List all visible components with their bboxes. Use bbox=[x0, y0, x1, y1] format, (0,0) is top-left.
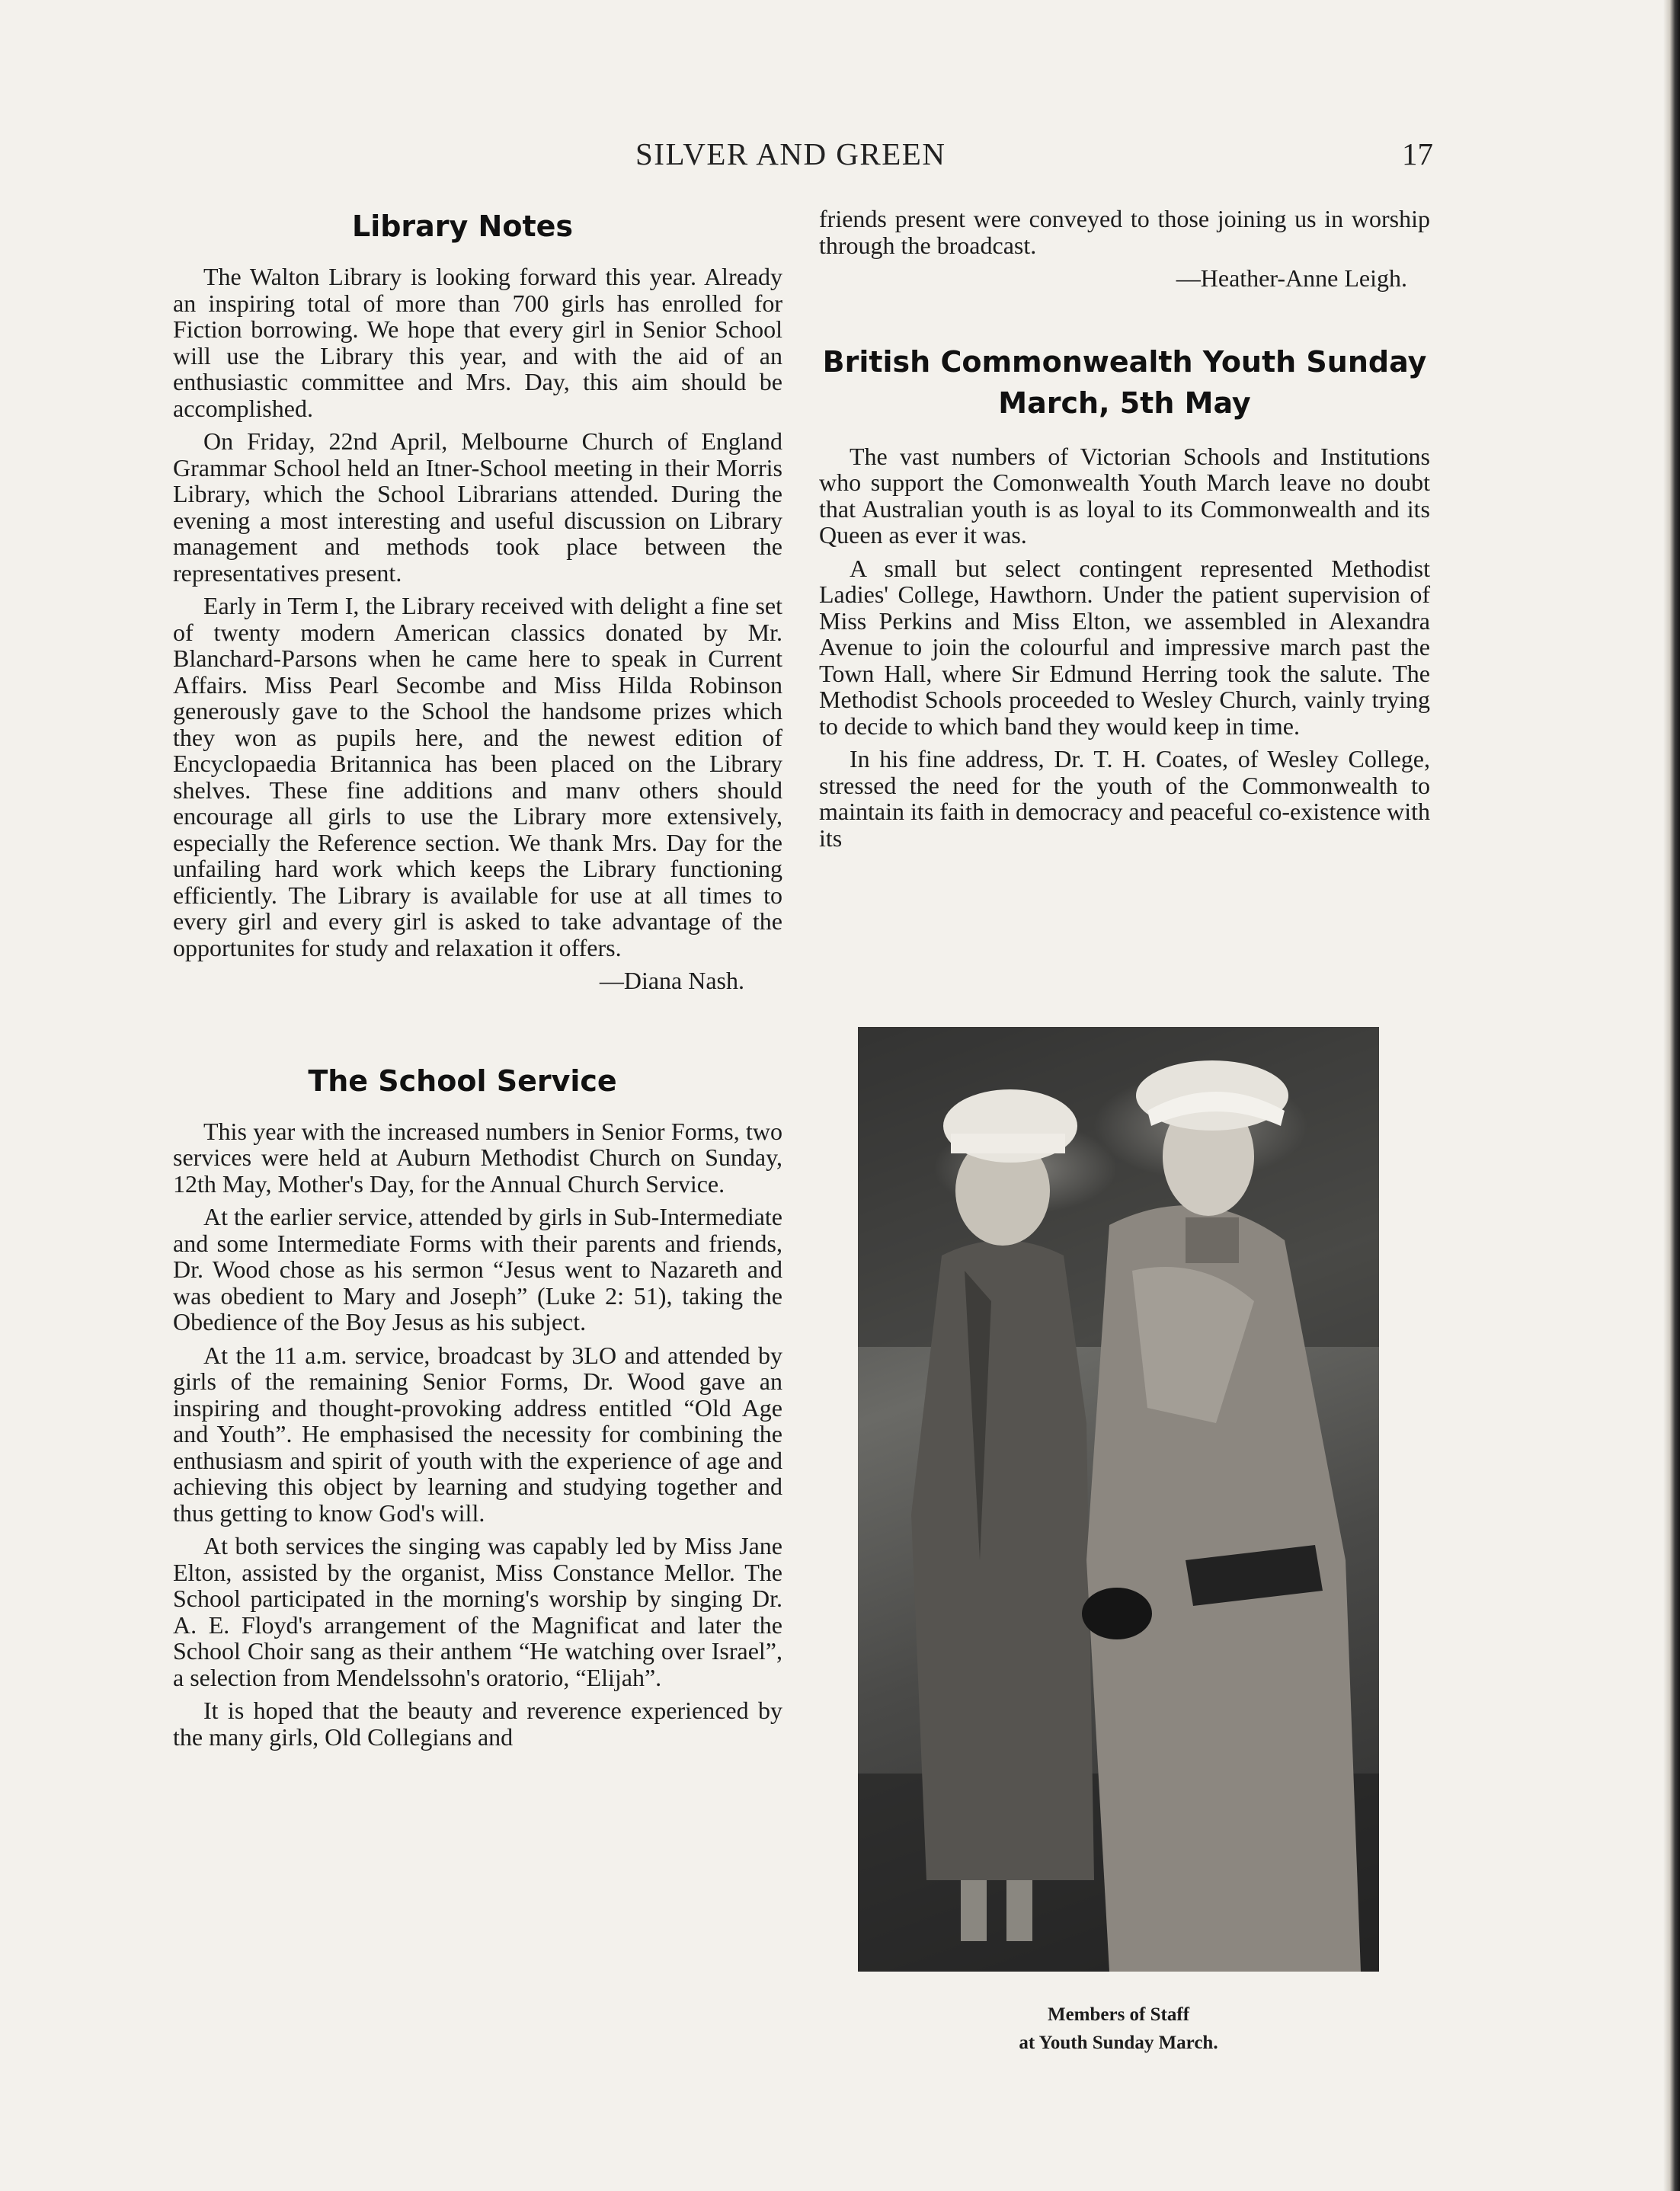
school-service-paragraph: This year with the increased numbers in Senior Forms, two services were held at Auburn Methodist Church on Sunday, 12th May, Mother's Day, for the Annual Church Service. bbox=[173, 1117, 782, 1198]
library-notes-paragraph: The Walton Library is looking forward this year. Already an inspiring total of more than 700 girls has enrolled for Fiction borrowing. We hope that every girl in Senior School will use the Library this year, and with the aid of an enthusiastic committee and Mrs. Day, this aim should be accomplished. bbox=[173, 263, 782, 422]
library-notes-signature: —Diana Nash. bbox=[599, 967, 744, 994]
library-notes-heading: Library Notes bbox=[351, 210, 574, 243]
staff-photo-illustration bbox=[858, 1027, 1379, 1972]
commonwealth-paragraph: A small but select contingent represented Methodist Ladies' College, Hawthorn. Under the patient supervision of Miss Perkins and Miss Elton, we assembled in Alexandra Avenue to join the colourful and impressive march past the Town Hall, where Sir Edmund Herring took the salute. The Methodist Schools proceeded to Wesley Church, vainly trying to decide to which band they would keep in time. bbox=[819, 554, 1430, 740]
photo-caption-line2: at Youth Sunday March. bbox=[1019, 2033, 1218, 2053]
page-number: 17 bbox=[1402, 136, 1433, 171]
school-service-paragraph: At both services the singing was capably led by Miss Jane Elton, assisted by the organist, Miss Constance Mellor. The School participated in the morning's worship by singing Dr. A. E. Floyd's arrangement of the Magnificat and later the School Choir sang as their anthem “He watching over Israel”, a selection from Mendelssohn's oratorio, “Elijah”. bbox=[173, 1532, 782, 1691]
school-service-paragraph: It is hoped that the beauty and reverence experienced by the many girls, Old Collegians and bbox=[173, 1697, 782, 1751]
photo-caption bbox=[858, 2001, 1379, 2057]
staff-photo bbox=[858, 1027, 1379, 1972]
school-service-continuation: friends present were conveyed to those joining us in worship through the broadcast. bbox=[819, 205, 1430, 259]
library-notes-paragraph: On Friday, 22nd April, Melbourne Church of England Grammar School held an Itner-School meeting in their Morris Library, which the School Librarians attended. During the evening a most interesting and useful discussion on Library management and methods took place between the representatives present. bbox=[173, 427, 782, 587]
commonwealth-heading-line1: British Commonwealth Youth Sunday bbox=[822, 344, 1427, 379]
running-head: SILVER AND GREEN bbox=[635, 136, 946, 171]
photo-caption-line1: Members of Staff bbox=[1047, 2004, 1190, 2025]
school-service-paragraph: At the earlier service, attended by girls in Sub-Intermediate and some Intermediate Forms with their parents and friends, Dr. Wood chose as his sermon “Jesus went to Nazareth and was obedient to Mary and Joseph” (Luke 2: 51), taking the Obedience of the Boy Jesus as his subject. bbox=[173, 1203, 782, 1335]
commonwealth-paragraph: In his fine address, Dr. T. H. Coates, of Wesley College, stressed the need for the youth of the Commonwealth to maintain its faith in democracy and peaceful co-existence with its bbox=[819, 745, 1430, 852]
commonwealth-paragraph: The vast numbers of Victorian Schools and Institutions who support the Comonwealth Youth March leave no doubt that Australian youth is as loyal to its Commonwealth and its Queen as ever it was. bbox=[819, 442, 1430, 549]
library-notes-paragraph: Early in Term I, the Library received with delight a fine set of twenty modern American classics donated by Mr. Blanchard-Parsons when he came here to speak in Current Affairs. Miss Pearl Secombe and Miss Hilda Robinson generously gave to the School the handsome prizes which they won as pupils here, and the newest edition of Encyclopaedia Britannica has been placed on the Library shelves. These fine additions and manv others should encourage all girls to use the Library more extensively, especially the Reference section. We thank Mrs. Day for the unfailing hard work which keeps the Library functioning efficiently. The Library is available for use at all times to every girl and every girl is asked to take advantage of the opportunites for study and relaxation it offers. bbox=[173, 592, 782, 961]
school-service-paragraph: At the 11 a.m. service, broadcast by 3LO and attended by girls of the remaining Senior Forms, Dr. Wood gave an inspiring and thought-provoking address entitled “Old Age and Youth”. He emphasised the necessity for combining the enthusiasm and spirit of youth with the experience of age and achieving this object by learning and studying together and thus getting to know God's will. bbox=[173, 1341, 782, 1527]
school-service-heading: The School Service bbox=[308, 1064, 617, 1098]
right-column bbox=[819, 206, 1430, 858]
school-service-signature: —Heather-Anne Leigh. bbox=[1176, 264, 1407, 292]
commonwealth-heading-line2: March, 5th May bbox=[998, 385, 1251, 420]
left-column bbox=[173, 206, 782, 1757]
page-edge-shadow bbox=[1663, 0, 1680, 2191]
